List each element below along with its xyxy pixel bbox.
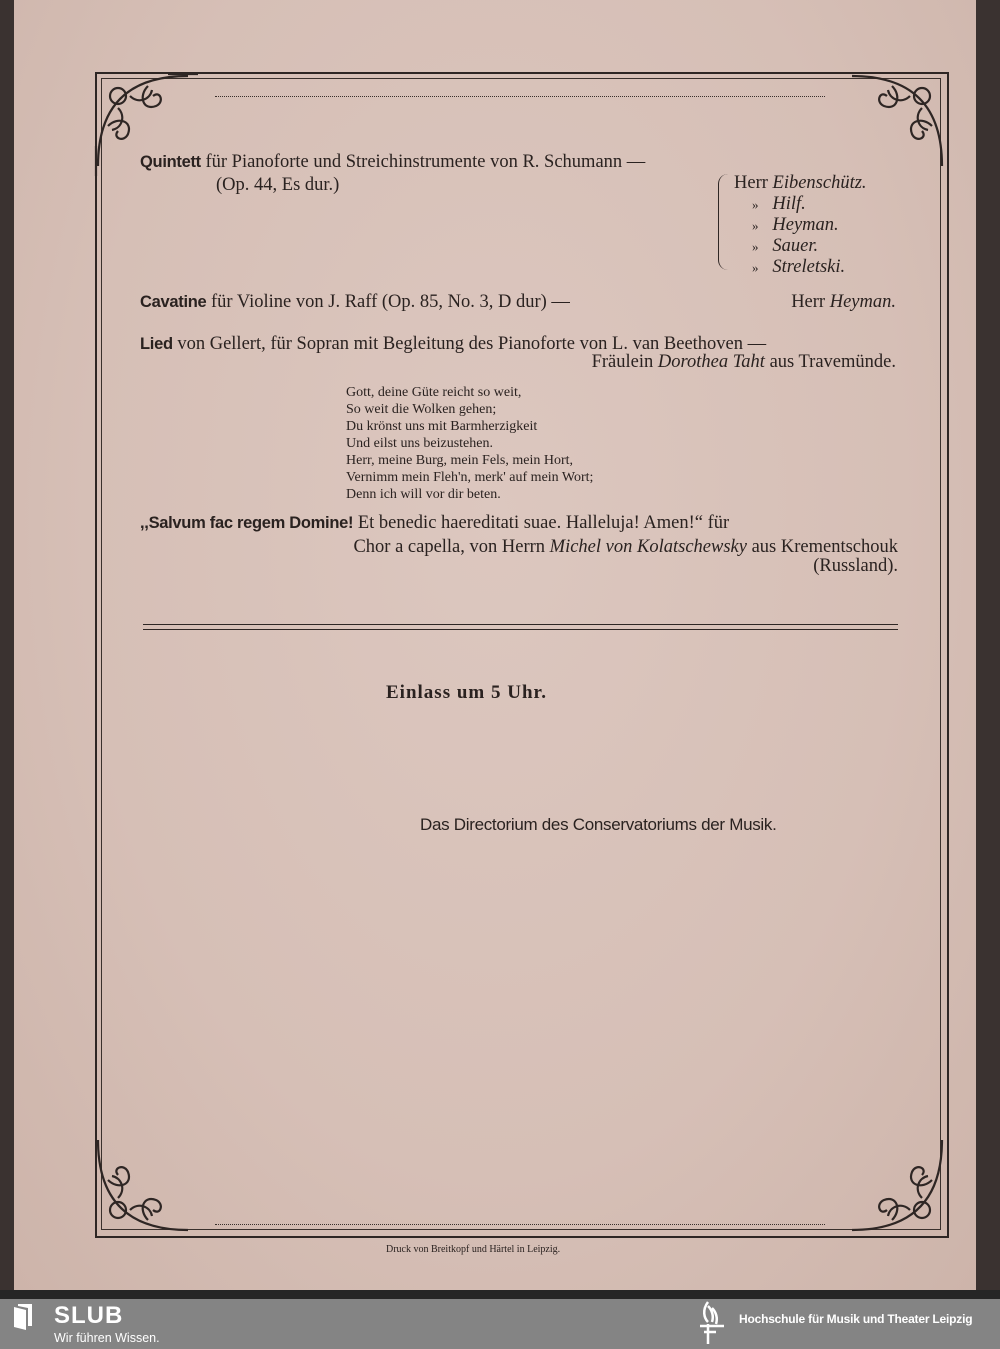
text-span: Heyman.: [829, 292, 896, 312]
salvum-line-3: (Russland).: [813, 556, 898, 576]
text-span: Dorothea Taht: [657, 352, 765, 372]
corner-ornament-icon: [842, 66, 952, 176]
text-span: Lied: [140, 335, 173, 353]
divider: [143, 624, 898, 625]
text-span: Chor a capella, von Herrn: [353, 537, 546, 557]
text-span: Cavatine: [140, 293, 207, 311]
text-span: »: [752, 239, 759, 254]
text-span: Et benedic haereditati suae. Halleluja! Amen!“ für: [357, 513, 730, 533]
signature: Das Directorium des Conservatoriums der Musik.: [420, 815, 777, 834]
footer-bar: [0, 1290, 1000, 1349]
performer: [752, 215, 839, 236]
brace: [718, 174, 731, 270]
poem-line: Vernimm mein Fleh'n, merk' auf mein Wort;: [346, 470, 594, 485]
text-span: Sauer.: [772, 236, 819, 256]
hmt-logo-icon: [694, 1300, 730, 1346]
poem-line: So weit die Wolken gehen;: [346, 402, 497, 417]
text-span: Hilf.: [772, 194, 806, 214]
text-span: Herr: [734, 173, 768, 193]
text-span: von Gellert, für Sopran mit Begleitung des Pianoforte von L. van Beethoven —: [177, 334, 767, 354]
corner-ornament-icon: [842, 1130, 952, 1240]
text-span: Fräulein: [591, 352, 654, 372]
item-title: Quintett: [140, 153, 201, 171]
printer-note: Druck von Breitkopf und Härtel in Leipzig.: [386, 1244, 561, 1255]
program-item-cavatine: [140, 292, 570, 312]
salvum-line-2: [353, 537, 898, 557]
text-span: für Violine von J. Raff (Op. 85, No. 3, D dur) —: [211, 292, 570, 312]
performer: [752, 194, 806, 215]
text-span: Streletski.: [772, 257, 846, 277]
admission-notice: Einlass um 5 Uhr.: [386, 682, 547, 703]
text-span: Herr: [791, 292, 826, 312]
footer-strip: [0, 1290, 1000, 1299]
performer: [791, 292, 896, 312]
slub-brand[interactable]: SLUB: [54, 1302, 124, 1329]
program-item-lied: [140, 334, 766, 354]
performer: [734, 173, 867, 193]
slub-tagline: Wir führen Wissen.: [54, 1331, 160, 1345]
poem-line: Gott, deine Güte reicht so weit,: [346, 385, 522, 400]
book-icon: [12, 1304, 34, 1330]
text-span: Michel von Kolatschewsky: [549, 537, 747, 557]
corner-ornament-icon: [88, 1130, 198, 1240]
poem-line: Herr, meine Burg, mein Fels, mein Hort,: [346, 453, 574, 468]
partner-name[interactable]: Hochschule für Musik und Theater Leipzig: [739, 1312, 973, 1326]
divider: [143, 629, 898, 630]
top-ornament-line: [215, 96, 825, 100]
text-span: Eibenschütz.: [772, 173, 867, 193]
poem-line: Du krönst uns mit Barmherzigkeit: [346, 419, 538, 434]
program-item-quintett: [140, 152, 645, 172]
poem-line: Denn ich will vor dir beten.: [346, 487, 501, 502]
program-item-salvum: [140, 513, 729, 533]
poem-line: Und eilst uns beizustehen.: [346, 436, 493, 451]
poem: [346, 384, 593, 503]
performer: [752, 257, 845, 278]
text-span: »: [752, 260, 759, 275]
item-text: für Pianoforte und Streichinstrumente von R. Schumann —: [205, 152, 646, 172]
performer: [592, 352, 896, 372]
item-detail: (Op. 44, Es dur.): [216, 175, 340, 195]
bottom-ornament-line: [215, 1224, 825, 1228]
text-span: Heyman.: [772, 215, 839, 235]
text-span: aus Travemünde.: [769, 352, 896, 372]
text-span: ,,Salvum fac regem Domine!: [140, 514, 354, 532]
performer: [752, 236, 818, 257]
text-span: »: [752, 218, 759, 233]
text-span: aus Krementschouk: [751, 537, 898, 557]
text-span: »: [752, 197, 759, 212]
